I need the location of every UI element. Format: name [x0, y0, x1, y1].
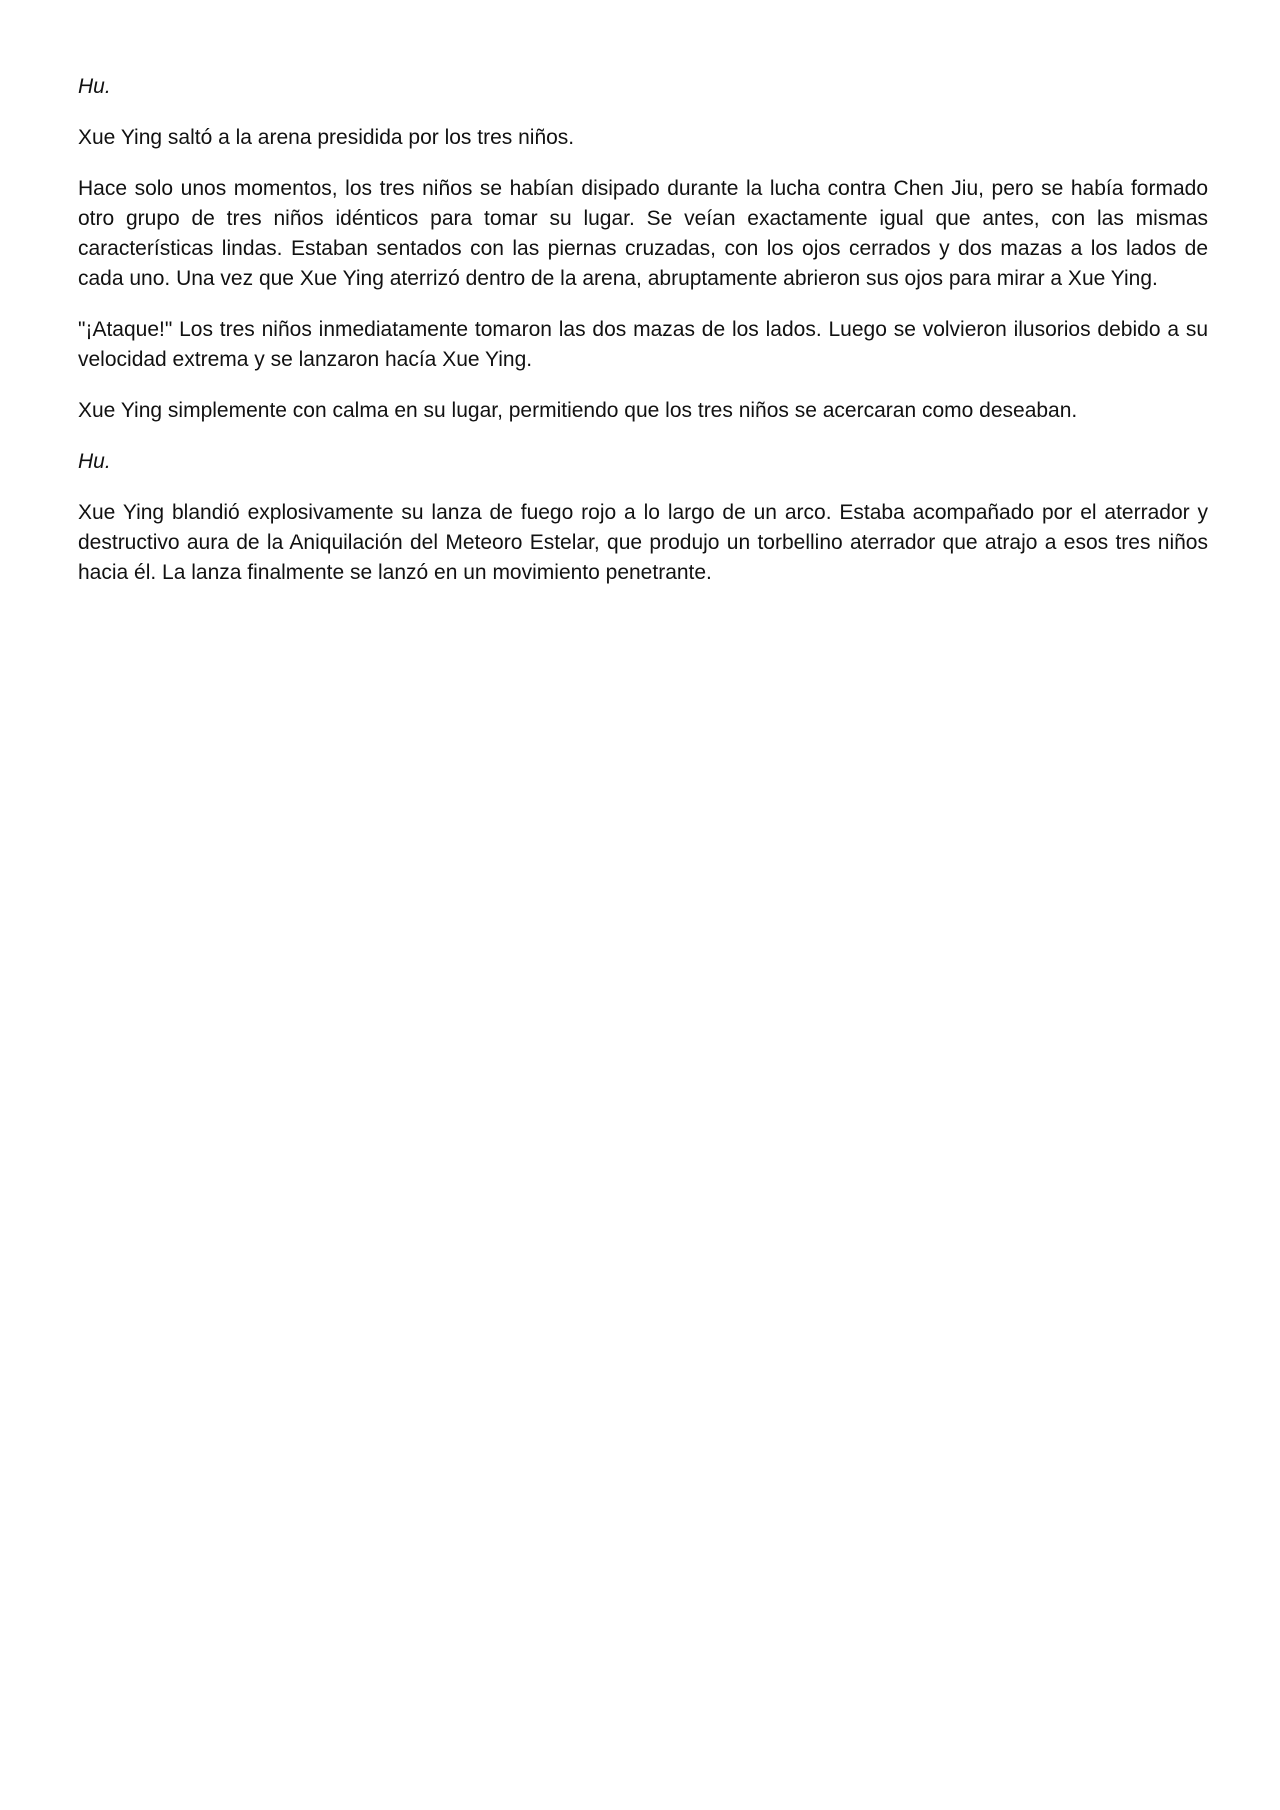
document-body — [78, 72, 1208, 588]
paragraph-5: Xue Ying simplemente con calma en su lugar, permitiendo que los tres niños se acercaran como deseaban. — [78, 399, 1078, 422]
paragraph-2: Xue Ying saltó a la arena presidida por los tres niños. — [78, 126, 575, 149]
paragraph-1: Hu. — [78, 75, 111, 98]
paragraph-7: Xue Ying blandió explosivamente su lanza de fuego rojo a lo largo de un arco. Estaba acompañado por el aterrador y destructivo aura de la Aniquilación del Meteoro Estelar, que produjo un torbellino aterrador que atrajo a esos tres niños hacia él. La lanza finalmente se lanzó en un movimiento penetrante. — [78, 501, 1208, 584]
paragraph-3: Hace solo unos momentos, los tres niños se habían disipado durante la lucha contra Chen Jiu, pero se había formado otro grupo de tres niños idénticos para tomar su lugar. Se veían exactamente igual que antes, con las mismas características lindas. Estaban sentados con las piernas cruzadas, con los ojos cerrados y dos mazas a los lados de cada uno. Una vez que Xue Ying aterrizó dentro de la arena, abruptamente abrieron sus ojos para mirar a Xue Ying. — [78, 177, 1208, 290]
paragraph-4: "¡Ataque!" Los tres niños inmediatamente tomaron las dos mazas de los lados. Luego se volvieron ilusorios debido a su velocidad extrema y se lanzaron hacía Xue Ying. — [78, 318, 1208, 371]
paragraph-6: Hu. — [78, 450, 111, 473]
